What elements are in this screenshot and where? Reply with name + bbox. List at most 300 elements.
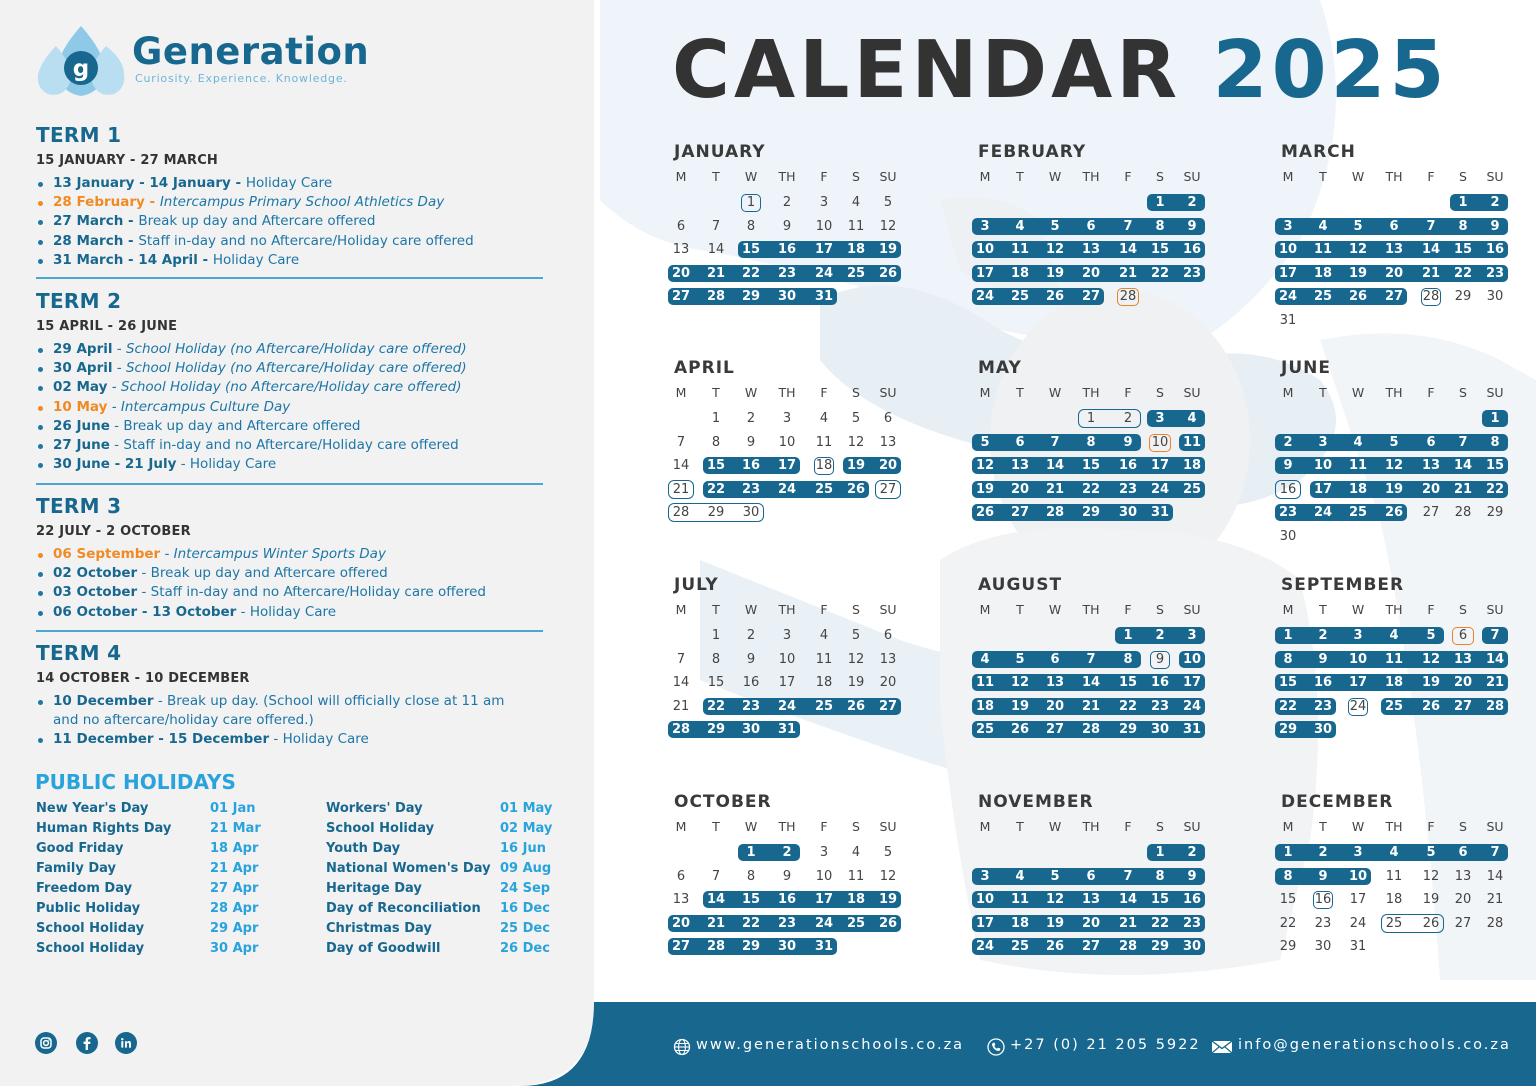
day-cell: 29 [1454, 289, 1472, 305]
weekday-header: SU [879, 169, 897, 184]
day-cell: 20 [1081, 915, 1101, 931]
day-cell: 15 [1081, 458, 1101, 474]
term-item [36, 398, 556, 417]
weekday-header: SU [1183, 819, 1201, 834]
term-item-text: - Holiday Care [269, 731, 369, 748]
weekday-header: S [1156, 602, 1164, 617]
holiday-row [326, 881, 556, 901]
month-november [976, 792, 1208, 992]
term-item [36, 730, 506, 749]
day-cell: 27 [1384, 289, 1404, 305]
day-cell: 26 [1045, 939, 1065, 955]
facebook-icon[interactable] [76, 1032, 98, 1054]
weekday-header: W [1351, 385, 1365, 400]
term-item-date: 30 June - 21 July [53, 456, 177, 473]
day-cell: 2 [1490, 195, 1500, 210]
day-cell: 25 [814, 698, 834, 714]
weekday-header: S [1156, 385, 1164, 400]
day-cell: 22 [1453, 265, 1473, 281]
term-item-date: 02 May [53, 379, 108, 396]
weekday-header: TH [1385, 602, 1403, 617]
day-cell: 19 [878, 892, 898, 908]
day-cell: 26 [1421, 698, 1441, 714]
day-cell: 19 [1045, 915, 1065, 931]
day-cell: 1 [1283, 845, 1293, 860]
day-cell: 2 [746, 411, 756, 426]
day-cell: 9 [782, 218, 792, 234]
day-cell: 21 [1081, 698, 1101, 714]
day-cell: 26 [878, 265, 898, 281]
term-item [36, 455, 556, 474]
holiday-row [326, 921, 556, 941]
day-cell: 3 [1353, 628, 1363, 643]
day-cell: 21 [706, 265, 726, 281]
email-link[interactable]: info@generationschools.co.za [1238, 1037, 1511, 1053]
term-item [36, 193, 556, 212]
day-cell: 17 [1182, 675, 1202, 691]
day-cell: 27 [1453, 698, 1473, 714]
day-cell: 13 [1081, 892, 1101, 908]
day-cell: 2 [1155, 628, 1165, 643]
linkedin-icon[interactable] [115, 1032, 137, 1054]
day-cell: 31 [1279, 313, 1297, 328]
day-cell: 8 [1490, 434, 1500, 450]
weekday-header: T [1016, 385, 1024, 400]
weekday-header: M [1282, 602, 1294, 617]
term-item [36, 583, 556, 602]
holiday-row [326, 841, 556, 861]
day-cell: 24 [777, 698, 797, 714]
holiday-row [326, 941, 556, 961]
weekday-header: T [1319, 169, 1327, 184]
term-item-date: 28 February - [53, 194, 160, 211]
day-cell: 22 [1081, 481, 1101, 497]
day-cell: 3 [819, 195, 829, 210]
term-item-date: 06 September [53, 546, 161, 562]
holiday-list-left [36, 801, 266, 961]
day-cell: 15 [741, 892, 761, 908]
term-dates: 22 JULY - 2 OCTOBER [36, 524, 191, 539]
weekday-header: F [820, 385, 828, 400]
month-name: FEBRUARY [978, 142, 1087, 162]
holiday-row [326, 821, 556, 841]
day-cell: 17 [1349, 892, 1367, 908]
day-cell: 12 [1422, 868, 1440, 884]
weekday-header: TH [1082, 169, 1100, 184]
day-cell: 30 [1486, 289, 1504, 305]
weekday-header: M [1282, 169, 1294, 184]
day-cell: 17 [814, 892, 834, 908]
term-item-text: Intercampus Primary School Athletics Day [159, 194, 445, 211]
month-name: SEPTEMBER [1281, 575, 1405, 595]
day-cell: 14 [707, 242, 725, 258]
day-cell: 26 [846, 698, 866, 714]
day-cell: 3 [1155, 411, 1165, 426]
weekday-header: W [1351, 169, 1365, 184]
day-cell: 18 [1010, 265, 1030, 281]
month-name: AUGUST [978, 575, 1063, 595]
day-cell: 27 [1010, 505, 1030, 521]
day-cell: 9 [1123, 434, 1133, 450]
day-cell: 5 [1050, 218, 1060, 234]
month-name: JUNE [1281, 358, 1331, 378]
day-cell: 24 [1349, 698, 1367, 714]
day-cell: 14 [1118, 242, 1138, 258]
day-cell: 29 [1278, 722, 1298, 738]
day-cell: 13 [672, 892, 690, 908]
weekday-header: SU [1183, 602, 1201, 617]
day-cell: 19 [1384, 481, 1404, 497]
day-cell: 17 [778, 675, 796, 691]
weekday-header: M [979, 819, 991, 834]
day-cell: 23 [1150, 698, 1170, 714]
day-cell: 6 [883, 411, 893, 426]
day-cell: 28 [672, 505, 690, 521]
day-cell: 7 [1086, 651, 1096, 667]
day-cell: 1 [1155, 195, 1165, 210]
instagram-icon[interactable] [35, 1032, 57, 1054]
day-cell: 21 [1485, 675, 1505, 691]
day-cell: 26 [846, 481, 866, 497]
month-october [672, 792, 904, 992]
day-cell: 29 [1081, 505, 1101, 521]
weekday-header: M [1282, 819, 1294, 834]
holiday-name: School Holiday [36, 921, 145, 936]
weekday-header: S [1156, 169, 1164, 184]
day-cell: 23 [777, 915, 797, 931]
day-cell: 16 [1150, 675, 1170, 691]
day-cell: 14 [672, 675, 690, 691]
day-cell: 8 [1458, 218, 1468, 234]
holiday-date: 21 Apr [210, 861, 259, 876]
day-cell: 2 [1283, 434, 1293, 450]
day-cell: 24 [1182, 698, 1202, 714]
holiday-row [326, 901, 556, 921]
day-cell: 7 [711, 218, 721, 234]
term-item-date: 10 December [53, 693, 154, 709]
holiday-name: Heritage Day [326, 881, 422, 896]
holiday-row [326, 801, 556, 821]
term-item-text: - Break up day. (School will officially close at 11 am and no aftercare/holiday care offered.) [53, 693, 505, 729]
day-cell: 19 [1422, 892, 1440, 908]
month-september [1279, 575, 1511, 775]
day-cell: 3 [1353, 845, 1363, 860]
day-cell: 24 [975, 289, 995, 305]
website-link[interactable]: www.generationschools.co.za [696, 1037, 965, 1053]
holiday-date: 09 Aug [500, 861, 552, 876]
day-cell: 27 [1454, 915, 1472, 931]
day-cell: 20 [878, 458, 898, 474]
day-cell: 9 [746, 651, 756, 667]
globe-icon [673, 1038, 691, 1056]
day-cell: 11 [1385, 868, 1403, 884]
term-item [36, 378, 556, 397]
day-cell: 7 [676, 651, 686, 667]
day-cell: 13 [1384, 242, 1404, 258]
day-cell: 19 [878, 242, 898, 258]
weekday-header: T [1016, 819, 1024, 834]
day-cell: 15 [1118, 675, 1138, 691]
term-items [36, 340, 556, 474]
weekday-header: F [1124, 169, 1132, 184]
day-cell: 14 [1118, 892, 1138, 908]
day-cell: 28 [706, 289, 726, 305]
day-cell: 23 [1182, 265, 1202, 281]
term-item-text: - School Holiday (no Aftercare/Holiday care offered) [112, 341, 467, 357]
day-cell: 18 [815, 675, 833, 691]
day-cell: 8 [1155, 218, 1165, 234]
weekday-header: SU [1183, 169, 1201, 184]
weekday-header: SU [879, 385, 897, 400]
day-cell: 16 [1314, 892, 1332, 908]
day-cell: 22 [1150, 265, 1170, 281]
day-cell: 15 [1150, 892, 1170, 908]
day-cell: 25 [1384, 698, 1404, 714]
day-cell: 10 [1313, 458, 1333, 474]
day-cell: 13 [1010, 458, 1030, 474]
day-cell: 10 [1182, 651, 1202, 667]
term-item-text: - School Holiday (no Aftercare/Holiday care offered) [112, 360, 467, 377]
weekday-header: T [712, 602, 720, 617]
day-cell: 14 [1081, 675, 1101, 691]
day-cell: 5 [1353, 218, 1363, 234]
day-cell: 25 [846, 915, 866, 931]
weekday-header: TH [778, 169, 796, 184]
day-cell: 31 [814, 289, 834, 305]
term-item-text: - School Holiday (no Aftercare/Holiday care offered) [107, 379, 462, 396]
term-item-text: Break up day and Aftercare offered [138, 213, 376, 230]
day-cell: 20 [671, 915, 691, 931]
term-item-text: - Intercampus Culture Day [107, 398, 291, 415]
day-cell: 16 [742, 675, 760, 691]
day-cell: 5 [980, 434, 990, 450]
day-cell: 21 [672, 698, 690, 714]
holiday-row [36, 921, 266, 941]
day-cell: 19 [846, 458, 866, 474]
day-cell: 29 [1118, 722, 1138, 738]
holiday-date: 18 Apr [210, 841, 259, 856]
day-cell: 26 [1384, 505, 1404, 521]
day-cell: 18 [975, 698, 995, 714]
day-cell: 30 [777, 939, 797, 955]
day-cell: 13 [1045, 675, 1065, 691]
holiday-date: 16 Dec [500, 901, 550, 916]
day-cell: 31 [1182, 722, 1202, 738]
holiday-name: Public Holiday [36, 901, 141, 916]
weekday-header: S [1459, 169, 1467, 184]
day-cell: 8 [746, 868, 756, 884]
weekday-header: S [1459, 819, 1467, 834]
holiday-row [36, 801, 266, 821]
month-name: APRIL [674, 358, 735, 378]
day-cell: 11 [1384, 651, 1404, 667]
term-dates: 14 OCTOBER - 10 DECEMBER [36, 671, 250, 686]
holiday-name: School Holiday [36, 941, 145, 956]
weekday-header: T [712, 169, 720, 184]
divider [36, 483, 543, 485]
day-cell: 8 [1283, 651, 1293, 667]
day-cell: 5 [1426, 845, 1436, 860]
day-cell: 4 [1389, 628, 1399, 643]
day-cell: 23 [741, 698, 761, 714]
holiday-date: 29 Apr [210, 921, 259, 936]
day-cell: 9 [1187, 218, 1197, 234]
day-cell: 23 [1182, 915, 1202, 931]
day-cell: 17 [975, 265, 995, 281]
day-cell: 11 [1182, 434, 1202, 450]
day-cell: 11 [1010, 242, 1030, 258]
day-cell: 10 [975, 892, 995, 908]
day-cell: 22 [1278, 698, 1298, 714]
day-cell: 10 [1278, 242, 1298, 258]
weekday-header: W [1048, 819, 1062, 834]
day-cell: 4 [980, 651, 990, 667]
phone-number[interactable]: +27 (0) 21 205 5922 [1010, 1037, 1201, 1053]
weekday-header: TH [1385, 385, 1403, 400]
day-cell: 12 [1421, 651, 1441, 667]
month-august [976, 575, 1208, 775]
mail-icon [1211, 1038, 1233, 1056]
day-cell: 6 [1452, 627, 1474, 645]
term-item-date: 26 June [53, 417, 110, 434]
day-cell: 11 [815, 651, 833, 667]
term-item-text: Staff in-day and no Aftercare/Holiday care offered [138, 232, 474, 249]
term-item-date: 02 October [53, 565, 138, 582]
day-cell: 15 [741, 242, 761, 258]
term-item-text: - Break up day and Aftercare offered [109, 417, 361, 434]
day-cell: 28 [1045, 505, 1065, 521]
day-cell: 7 [711, 868, 721, 884]
day-cell: 9 [1187, 868, 1197, 884]
term-item-text: Holiday Care [245, 175, 333, 191]
month-may [976, 358, 1208, 558]
day-cell: 10 [1348, 651, 1368, 667]
day-cell: 16 [777, 892, 797, 908]
day-cell: 11 [1010, 892, 1030, 908]
weekday-header: T [712, 819, 720, 834]
weekday-header: S [852, 602, 860, 617]
term-item-date: 28 March - [53, 232, 139, 249]
day-cell: 6 [1015, 434, 1025, 450]
day-cell: 19 [1421, 675, 1441, 691]
day-cell: 13 [1421, 458, 1441, 474]
day-cell: 15 [1453, 242, 1473, 258]
day-cell: 2 [782, 845, 792, 860]
day-cell: 16 [1182, 892, 1202, 908]
holiday-date: 16 Jun [500, 841, 546, 856]
day-cell: 5 [851, 411, 861, 426]
holiday-date: 01 May [500, 801, 553, 816]
weekday-header: SU [1183, 385, 1201, 400]
generation-logo [34, 22, 370, 102]
day-cell: 13 [879, 434, 897, 450]
weekday-header: F [1427, 602, 1435, 617]
day-cell: 13 [1454, 868, 1472, 884]
weekday-header: W [1048, 385, 1062, 400]
weekday-header: F [1124, 602, 1132, 617]
day-cell: 1 [1490, 411, 1500, 426]
weekday-header: TH [1385, 819, 1403, 834]
weekday-header: F [820, 169, 828, 184]
holiday-row [36, 901, 266, 921]
divider [36, 277, 543, 279]
day-cell: 8 [1123, 651, 1133, 667]
day-cell: 21 [1486, 892, 1504, 908]
day-cell: 30 [1118, 505, 1138, 521]
weekday-header: F [820, 819, 828, 834]
day-cell: 8 [711, 434, 721, 450]
day-cell: 25 [1182, 481, 1202, 497]
month-name: OCTOBER [674, 792, 772, 812]
title-word: CALENDAR [672, 24, 1182, 116]
term-item [36, 603, 556, 622]
term-items [36, 692, 506, 750]
day-cell: 14 [1421, 242, 1441, 258]
day-cell: 1 [1155, 845, 1165, 860]
day-cell: 20 [1421, 481, 1441, 497]
day-cell: 23 [1485, 265, 1505, 281]
day-cell: 19 [1010, 698, 1030, 714]
day-cell: 14 [1485, 651, 1505, 667]
term-item [36, 174, 556, 193]
term-item-text: Holiday Care [212, 251, 300, 268]
term-item-date: 13 January - 14 January - [53, 175, 246, 191]
holiday-name: Youth Day [326, 841, 401, 856]
weekday-header: SU [879, 602, 897, 617]
month-name: MAY [978, 358, 1022, 378]
left-panel [0, 0, 596, 1086]
day-cell: 28 [1422, 289, 1440, 305]
day-cell: 27 [1081, 289, 1101, 305]
term-item-text: - Staff in-day and no Aftercare/Holiday care offered [137, 584, 486, 601]
day-cell: 17 [1278, 265, 1298, 281]
day-cell: 1 [1123, 628, 1133, 643]
day-cell: 6 [883, 628, 893, 643]
day-cell: 17 [975, 915, 995, 931]
holiday-date: 21 Mar [210, 821, 261, 836]
day-cell: 8 [746, 218, 756, 234]
day-cell: 9 [782, 868, 792, 884]
day-cell: 15 [706, 458, 726, 474]
day-cell: 29 [707, 505, 725, 521]
day-cell: 13 [879, 651, 897, 667]
day-cell: 24 [1278, 289, 1298, 305]
day-cell: 27 [879, 481, 897, 497]
day-cell: 21 [1045, 481, 1065, 497]
weekday-header: W [1048, 169, 1062, 184]
day-cell: 3 [980, 218, 990, 234]
term-item-text: - Break up day and Aftercare offered [137, 565, 388, 582]
day-cell: 16 [741, 458, 761, 474]
day-cell: 31 [814, 939, 834, 955]
day-cell: 13 [672, 242, 690, 258]
holiday-name: Family Day [36, 861, 116, 876]
day-cell: 9 [1318, 868, 1328, 884]
day-cell: 13 [1453, 651, 1473, 667]
day-cell: 11 [975, 675, 995, 691]
term-title: TERM 3 [36, 494, 122, 518]
day-cell: 6 [1086, 218, 1096, 234]
day-cell: 22 [706, 698, 726, 714]
day-cell: 21 [706, 915, 726, 931]
day-cell: 16 [1182, 242, 1202, 258]
day-cell: 12 [1384, 458, 1404, 474]
term-title: TERM 4 [36, 641, 122, 665]
day-cell: 2 [782, 195, 792, 210]
holiday-name: Good Friday [36, 841, 124, 856]
day-cell: 28 [1118, 939, 1138, 955]
holiday-date: 30 Apr [210, 941, 259, 956]
